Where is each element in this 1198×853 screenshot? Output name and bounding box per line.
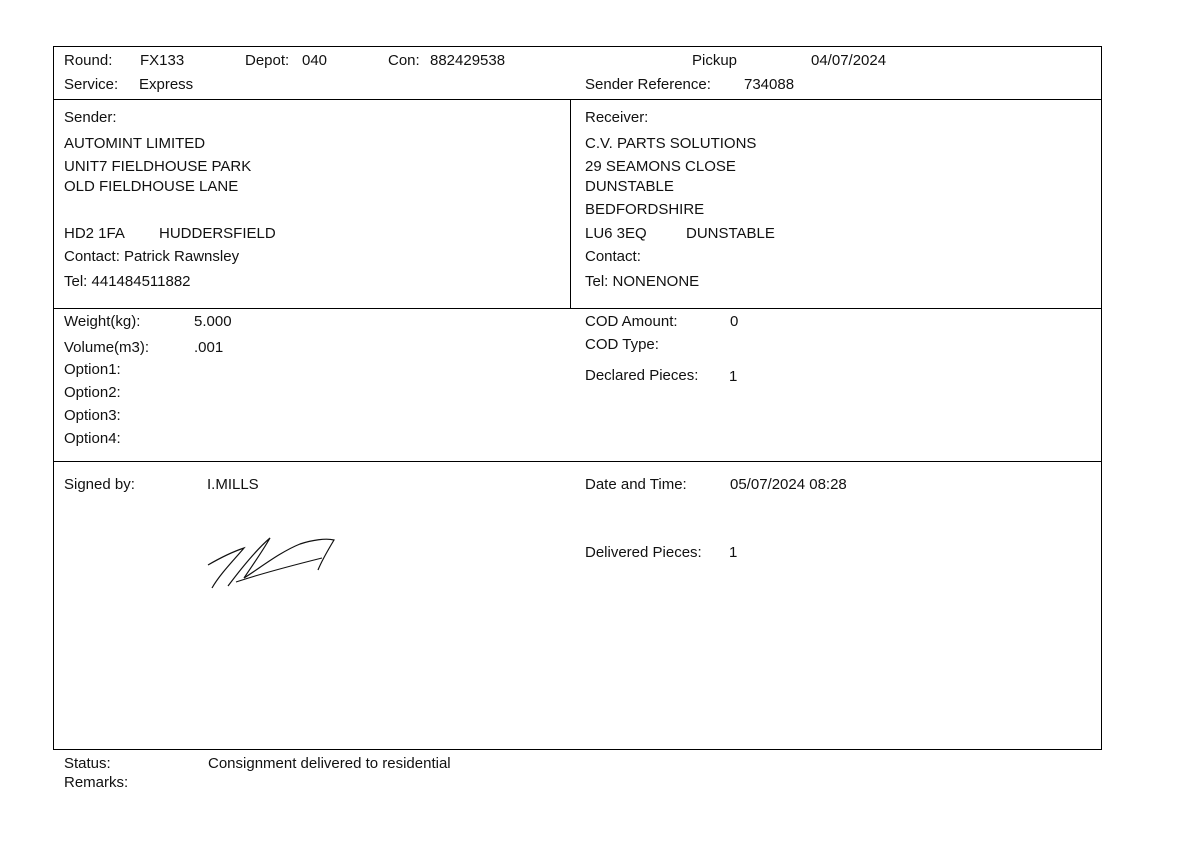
receiver-address-line1: 29 SEAMONS CLOSE <box>585 158 736 175</box>
pod-form-frame <box>53 46 1102 750</box>
weight-label: Weight(kg): <box>64 313 141 330</box>
con-label: Con: <box>388 52 420 69</box>
declared-pieces-value: 1 <box>729 368 738 385</box>
divider-address-columns <box>570 99 571 308</box>
receiver-postcode: LU6 3EQ <box>585 225 647 242</box>
receiver-address-line2: DUNSTABLE <box>585 178 674 195</box>
cod-type-label: COD Type: <box>585 336 659 353</box>
round-value: FX133 <box>140 52 185 69</box>
divider-details <box>53 461 1102 462</box>
sender-address-line1: UNIT7 FIELDHOUSE PARK <box>64 158 252 175</box>
sender-address-line2: OLD FIELDHOUSE LANE <box>64 178 239 195</box>
sender-reference-value: 734088 <box>744 76 795 93</box>
signed-by-value: I.MILLS <box>207 476 259 493</box>
date-time-value: 05/07/2024 08:28 <box>730 476 847 493</box>
pickup-date: 04/07/2024 <box>811 52 887 69</box>
cod-amount-value: 0 <box>730 313 739 330</box>
receiver-heading: Receiver: <box>585 109 649 126</box>
receiver-contact: Contact: <box>585 248 641 265</box>
status-value: Consignment delivered to residential <box>208 755 451 772</box>
option1-label: Option1: <box>64 361 121 378</box>
option3-label: Option3: <box>64 407 121 424</box>
sender-reference-label: Sender Reference: <box>585 76 711 93</box>
declared-pieces-label: Declared Pieces: <box>585 367 699 384</box>
volume-label: Volume(m3): <box>64 339 150 356</box>
sender-name: AUTOMINT LIMITED <box>64 135 206 152</box>
divider-addresses <box>53 308 1102 309</box>
receiver-tel: Tel: NONENONE <box>585 273 700 290</box>
round-label: Round: <box>64 52 113 69</box>
remarks-label: Remarks: <box>64 774 129 791</box>
volume-value: .001 <box>194 339 224 356</box>
cod-amount-label: COD Amount: <box>585 313 678 330</box>
signed-by-label: Signed by: <box>64 476 135 493</box>
sender-tel: Tel: 441484511882 <box>64 273 191 290</box>
weight-value: 5.000 <box>194 313 232 330</box>
con-value: 882429538 <box>430 52 506 69</box>
service-value: Express <box>139 76 194 93</box>
divider-header <box>53 99 1102 100</box>
receiver-address-line3: BEDFORDSHIRE <box>585 201 705 218</box>
delivered-pieces-value: 1 <box>729 544 738 561</box>
date-time-label: Date and Time: <box>585 476 687 493</box>
depot-value: 040 <box>302 52 328 69</box>
option2-label: Option2: <box>64 384 121 401</box>
sender-contact: Contact: Patrick Rawnsley <box>64 248 240 265</box>
receiver-town: DUNSTABLE <box>686 225 775 242</box>
sender-town: HUDDERSFIELD <box>159 225 276 242</box>
status-label: Status: <box>64 755 111 772</box>
pickup-label: Pickup <box>692 52 738 69</box>
sender-postcode: HD2 1FA <box>64 225 125 242</box>
sender-heading: Sender: <box>64 109 117 126</box>
service-label: Service: <box>64 76 119 93</box>
depot-label: Depot: <box>245 52 290 69</box>
option4-label: Option4: <box>64 430 121 447</box>
signature-image <box>200 530 350 595</box>
receiver-name: C.V. PARTS SOLUTIONS <box>585 135 757 152</box>
delivered-pieces-label: Delivered Pieces: <box>585 544 702 561</box>
